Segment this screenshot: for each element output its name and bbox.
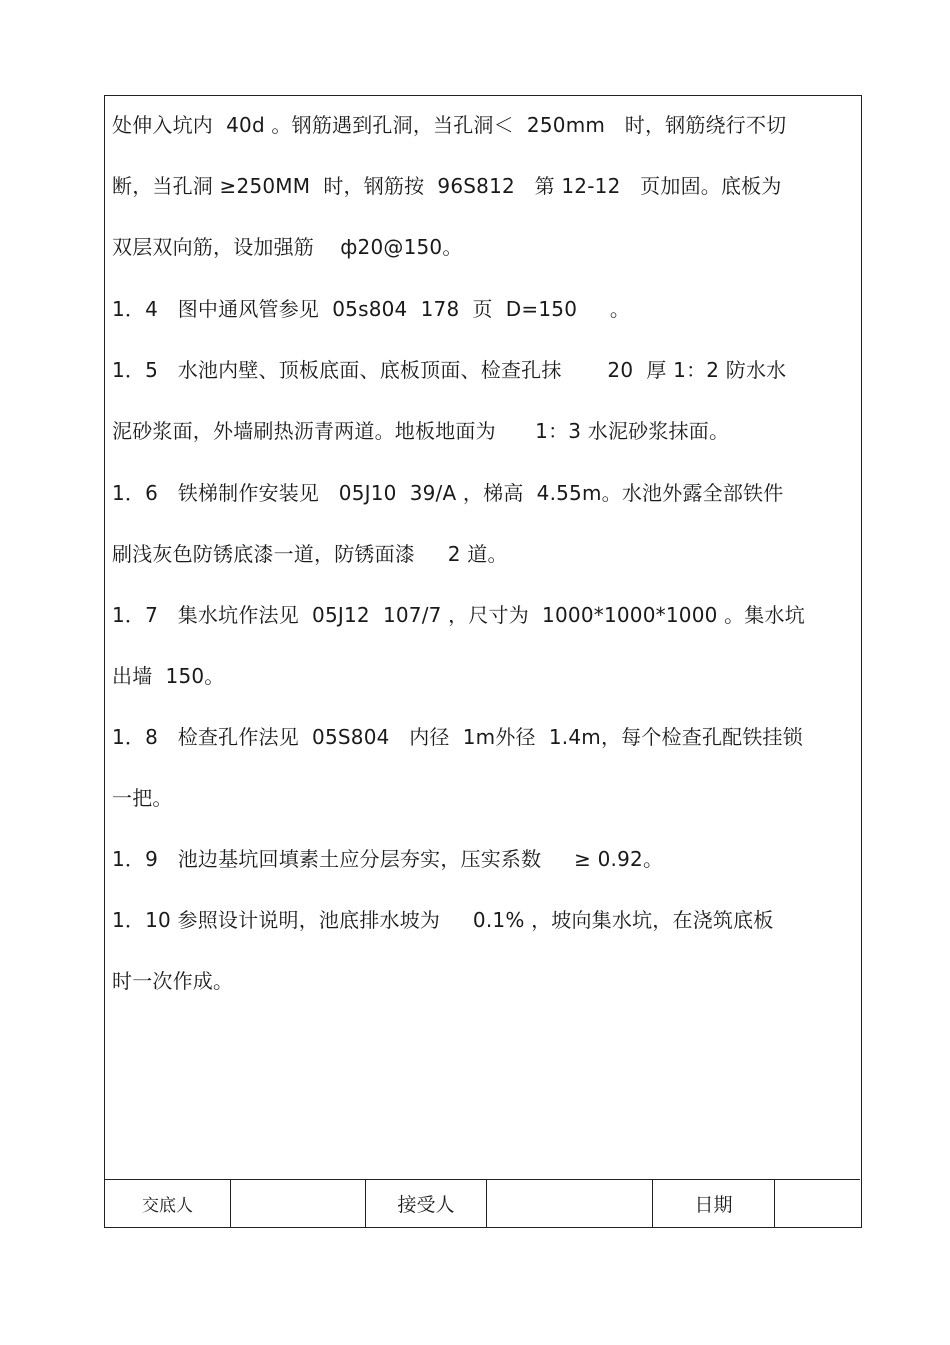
text-line: 泥砂浆面，外墙刷热沥青两道。地板地面为 1：3 水泥砂浆抹面。 (112, 419, 730, 443)
receiver-field[interactable] (487, 1180, 653, 1227)
text-line: 1．9 池边基坑回填素土应分层夯实，压实系数 ≥ 0.92。 (112, 847, 664, 871)
date-label: 日期 (653, 1180, 775, 1227)
text-line: 断，当孔洞 ≥250MM 时，钢筋按 96S812 第 12-12 页加固。底板为 (112, 174, 782, 198)
text-line: 1．5 水池内壁、顶板底面、底板顶面、检查孔抹 20 厚 1：2 防水水 (112, 358, 787, 382)
text-line: 双层双向筋，设加强筋 ф20@150。 (112, 235, 463, 259)
text-line: 一把。 (112, 786, 173, 810)
signoff-row (105, 1179, 860, 1227)
document-frame (104, 95, 862, 1228)
text-line: 处伸入坑内 40d 。钢筋遇到孔洞，当孔洞＜ 250mm 时，钢筋绕行不切 (112, 113, 787, 137)
handover-field[interactable] (231, 1180, 366, 1227)
date-field[interactable] (775, 1180, 860, 1227)
handover-label: 交底人 (105, 1180, 231, 1227)
text-line: 1．10 参照设计说明，池底排水坡为 0.1% ，坡向集水坑，在浇筑底板 (112, 908, 774, 932)
receiver-label: 接受人 (366, 1180, 487, 1227)
text-line: 1．6 铁梯制作安装见 05J10 39/A ，梯高 4.55m。水池外露全部铁件 (112, 481, 784, 505)
text-line: 时一次作成。 (112, 969, 234, 993)
text-line: 出墙 150。 (112, 664, 225, 688)
text-line: 1．7 集水坑作法见 05J12 107/7 ，尺寸为 1000*1000*1000 。集水坑 (112, 603, 805, 627)
text-line: 1．8 检查孔作法见 05S804 内径 1m外径 1.4m，每个检查孔配铁挂锁 (112, 725, 803, 749)
text-line: 1．4 图中通风管参见 05s804 178 页 D=150 。 (112, 297, 631, 321)
text-line: 刷浅灰色防锈底漆一道，防锈面漆 2 道。 (112, 542, 508, 566)
